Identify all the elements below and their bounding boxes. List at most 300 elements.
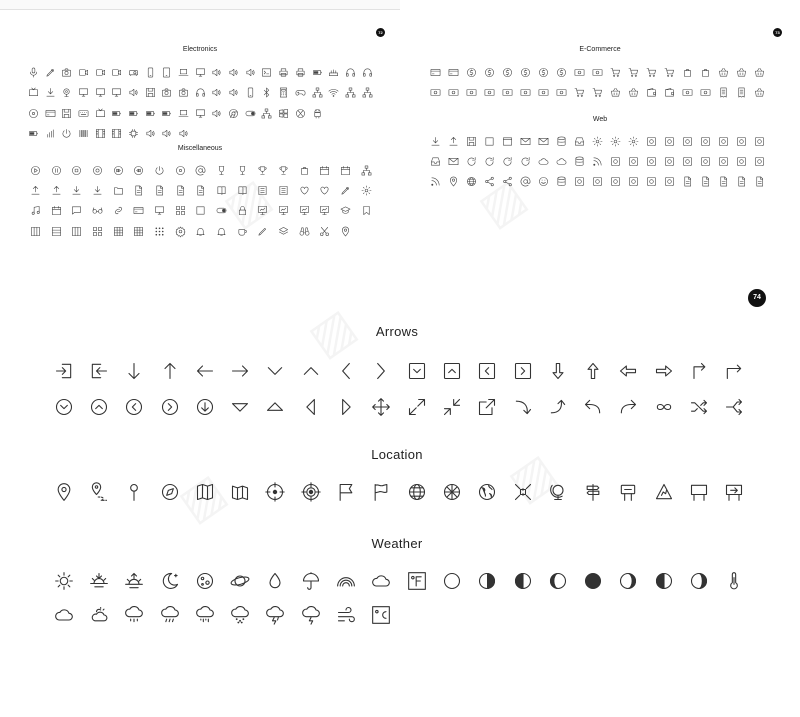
square-icon <box>480 131 498 151</box>
social-icon <box>642 151 660 171</box>
social-icon <box>606 171 624 191</box>
empty-cell <box>309 124 326 145</box>
download-icon <box>66 180 87 200</box>
empty-cell <box>325 103 342 124</box>
empty-cell <box>325 124 342 145</box>
social-icon <box>570 171 588 191</box>
tablet-icon <box>159 62 176 83</box>
money-icon <box>426 82 444 102</box>
power-icon <box>58 124 75 145</box>
camera-icon <box>58 62 75 83</box>
download-icon <box>426 131 444 151</box>
empty-cell <box>470 598 505 632</box>
empty-cell <box>575 598 610 632</box>
glass-icon <box>232 160 253 180</box>
xbox-icon <box>292 103 309 124</box>
shrink-icon <box>434 389 469 425</box>
mail-icon <box>444 151 462 171</box>
coin-icon <box>516 62 534 82</box>
speaker-icon <box>225 62 242 83</box>
phone-icon <box>242 83 259 104</box>
columns-icon <box>66 221 87 241</box>
save-icon <box>462 131 480 151</box>
wallet-icon <box>642 82 660 102</box>
section-title-web: Web <box>592 116 608 123</box>
move-icon <box>364 389 399 425</box>
map-icon <box>187 474 222 510</box>
network-icon <box>356 160 377 180</box>
card-icon <box>426 62 444 82</box>
moon-stars-icon <box>152 564 187 598</box>
chevron-up-icon <box>293 353 328 389</box>
money-icon <box>444 82 462 102</box>
network-icon <box>359 83 376 104</box>
flag-icon <box>328 474 363 510</box>
smiley-icon <box>534 171 552 191</box>
cart-icon <box>624 62 642 82</box>
glasses-icon <box>87 201 108 221</box>
grid-icon <box>87 221 108 241</box>
monitor-icon <box>108 83 125 104</box>
chevron-left-box-icon <box>470 353 505 389</box>
social-icon <box>732 131 750 151</box>
fahrenheit-icon <box>399 564 434 598</box>
rss-icon <box>426 171 444 191</box>
mail-icon <box>534 131 552 151</box>
bag-icon <box>678 62 696 82</box>
coin-icon <box>462 62 480 82</box>
speaker-icon <box>125 83 142 104</box>
cloud-snow-icon <box>222 598 257 632</box>
settings-icon <box>606 131 624 151</box>
cloud-rain-icon <box>117 598 152 632</box>
empty-cell <box>505 598 540 632</box>
keyboard-icon <box>75 103 92 124</box>
power-icon <box>149 160 170 180</box>
section-title-electronics: Electronics <box>182 46 218 53</box>
cloud-lightning-icon <box>258 598 293 632</box>
crosshair-icon <box>258 474 293 510</box>
binoculars-icon <box>294 221 315 241</box>
speaker-icon <box>175 124 192 145</box>
headphones-icon <box>342 62 359 83</box>
empty-cell <box>434 598 469 632</box>
flag-wave-icon <box>364 474 399 510</box>
windows-icon <box>275 103 292 124</box>
billboard-icon <box>681 474 716 510</box>
moon-first-quarter-icon <box>470 564 505 598</box>
cloud-icon <box>534 151 552 171</box>
laptop-icon <box>175 103 192 124</box>
logout-icon <box>81 353 116 389</box>
list-icon <box>273 180 294 200</box>
heart-icon <box>315 180 336 200</box>
social-icon <box>750 131 768 151</box>
section-title-location: Location <box>371 447 423 462</box>
arrow-up-icon <box>152 353 187 389</box>
wind-icon <box>328 598 363 632</box>
money-icon <box>480 82 498 102</box>
cap-icon <box>335 201 356 221</box>
game-icon <box>292 83 309 104</box>
empty-cell <box>399 598 434 632</box>
monitor-icon <box>192 103 209 124</box>
link-icon <box>108 201 129 221</box>
battery-icon <box>108 103 125 124</box>
refresh-icon <box>498 151 516 171</box>
present-icon <box>273 201 294 221</box>
chip-icon <box>125 124 142 145</box>
bookmark-icon <box>356 201 377 221</box>
mail-icon <box>516 131 534 151</box>
rewind-icon <box>128 160 149 180</box>
trophy-icon <box>253 160 274 180</box>
triangle-right-icon <box>328 389 363 425</box>
document-icon <box>696 171 714 191</box>
document-icon <box>732 171 750 191</box>
download-icon <box>87 180 108 200</box>
inbox-icon <box>426 151 444 171</box>
rows-icon <box>46 221 67 241</box>
empty-cell <box>359 103 376 124</box>
money-icon <box>552 82 570 102</box>
terminal-icon <box>259 62 276 83</box>
page-number-badge: 74 <box>748 289 766 307</box>
upload-icon <box>444 131 462 151</box>
refresh-icon <box>480 151 498 171</box>
phone-icon <box>142 62 159 83</box>
upload-icon <box>46 180 67 200</box>
cart-icon <box>606 62 624 82</box>
globe-earth-icon <box>470 474 505 510</box>
basket-icon <box>750 82 768 102</box>
printer-icon <box>275 62 292 83</box>
moon-waning-icon <box>611 564 646 598</box>
calendar-icon <box>46 201 67 221</box>
money-icon <box>498 82 516 102</box>
billboard-arrow-icon <box>717 474 752 510</box>
cloud-icon <box>364 564 399 598</box>
route-pin-icon <box>81 474 116 510</box>
layers-icon <box>273 221 294 241</box>
basket-icon <box>750 62 768 82</box>
at-icon <box>516 171 534 191</box>
social-icon <box>696 131 714 151</box>
music-icon <box>25 201 46 221</box>
money-icon <box>534 82 552 102</box>
pencil-icon <box>253 221 274 241</box>
shuffle-icon <box>681 389 716 425</box>
signpost-icon <box>575 474 610 510</box>
turn-right-icon <box>717 353 752 389</box>
folder-icon <box>108 180 129 200</box>
top-page-strip <box>0 0 400 10</box>
chevron-up-box-icon <box>434 353 469 389</box>
empty-cell <box>242 124 259 145</box>
camera-icon <box>159 83 176 104</box>
arrow-left-icon <box>187 353 222 389</box>
receipt-icon <box>732 82 750 102</box>
list-icon <box>253 180 274 200</box>
pen-icon <box>335 180 356 200</box>
headphones-icon <box>192 83 209 104</box>
present-icon <box>315 201 336 221</box>
triangle-up-icon <box>258 389 293 425</box>
empty-cell <box>192 124 209 145</box>
money-icon <box>462 82 480 102</box>
monitor-icon <box>149 201 170 221</box>
inbox-icon <box>570 131 588 151</box>
battery-icon <box>159 103 176 124</box>
battery-icon <box>142 103 159 124</box>
coin-icon <box>480 62 498 82</box>
film-icon <box>108 124 125 145</box>
cart-icon <box>660 62 678 82</box>
moon-crescent-icon <box>681 564 716 598</box>
document-icon <box>714 171 732 191</box>
printer-icon <box>292 62 309 83</box>
speaker-icon <box>142 124 159 145</box>
money-icon <box>570 62 588 82</box>
at-icon <box>191 160 212 180</box>
cloud-icon <box>552 151 570 171</box>
social-icon <box>606 151 624 171</box>
calendar-icon <box>315 160 336 180</box>
present-icon <box>253 201 274 221</box>
forward-icon <box>108 160 129 180</box>
trophy-icon <box>273 160 294 180</box>
chevron-down-box-icon <box>399 353 434 389</box>
disk-icon <box>142 83 159 104</box>
toggle-icon <box>211 201 232 221</box>
empty-cell <box>209 124 226 145</box>
social-icon <box>732 151 750 171</box>
globe-grid-icon <box>434 474 469 510</box>
cart-icon <box>570 82 588 102</box>
undo-icon <box>575 389 610 425</box>
moon-half-icon <box>505 564 540 598</box>
empty-cell <box>292 124 309 145</box>
settings-icon <box>624 131 642 151</box>
desk-globe-icon <box>540 474 575 510</box>
triangle-left-icon <box>293 389 328 425</box>
split-icon <box>717 389 752 425</box>
barcode-icon <box>75 124 92 145</box>
chevron-up-circle-icon <box>81 389 116 425</box>
empty-cell <box>681 598 716 632</box>
scissors-icon <box>315 221 336 241</box>
icon-grid-electronics <box>25 62 375 144</box>
empty-cell <box>259 124 276 145</box>
document-icon <box>128 180 149 200</box>
curve-down-icon <box>505 389 540 425</box>
social-icon <box>588 171 606 191</box>
gear-icon <box>170 221 191 241</box>
section-title-miscellaneous: Miscellaneous <box>177 145 223 152</box>
table-icon <box>108 221 129 241</box>
basket-icon <box>624 82 642 102</box>
cloud-showers-icon <box>187 598 222 632</box>
triangle-down-icon <box>222 389 257 425</box>
section-title-arrows: Arrows <box>375 324 419 339</box>
chrome-icon <box>225 103 242 124</box>
stop-icon <box>66 160 87 180</box>
satellite-icon <box>505 474 540 510</box>
cloud-sun-icon <box>81 598 116 632</box>
empty-cell <box>359 124 376 145</box>
social-icon <box>660 171 678 191</box>
record-icon <box>87 160 108 180</box>
arrow-right-icon <box>222 353 257 389</box>
social-icon <box>642 171 660 191</box>
headphones-icon <box>359 62 376 83</box>
network-icon <box>259 103 276 124</box>
chevron-left-circle-icon <box>117 389 152 425</box>
lock-icon <box>232 201 253 221</box>
bell-icon <box>191 221 212 241</box>
login-icon <box>46 353 81 389</box>
projector-icon <box>125 62 142 83</box>
speaker-icon <box>209 83 226 104</box>
drop-icon <box>258 564 293 598</box>
empty-cell <box>646 598 681 632</box>
bag-icon <box>294 160 315 180</box>
sunset-icon <box>81 564 116 598</box>
section-title-ecommerce: E-Commerce <box>579 46 621 53</box>
planet-icon <box>222 564 257 598</box>
social-icon <box>624 151 642 171</box>
film-icon <box>92 124 109 145</box>
globe-icon <box>399 474 434 510</box>
social-icon <box>642 131 660 151</box>
sun-icon <box>46 564 81 598</box>
upload-icon <box>25 180 46 200</box>
social-icon <box>678 151 696 171</box>
arrow-down-bold-icon <box>540 353 575 389</box>
document-icon <box>191 180 212 200</box>
loop-icon <box>646 389 681 425</box>
cloud-drizzle-icon <box>152 598 187 632</box>
expand-icon <box>399 389 434 425</box>
database-icon <box>552 171 570 191</box>
page-number-badge: 72 <box>376 28 385 37</box>
pin-icon <box>444 171 462 191</box>
settings-icon <box>588 131 606 151</box>
empty-cell <box>342 103 359 124</box>
grid-icon <box>170 201 191 221</box>
window-icon <box>498 131 516 151</box>
chat-icon <box>66 201 87 221</box>
router-icon <box>325 62 342 83</box>
map-pin-icon <box>46 474 81 510</box>
target-icon <box>293 474 328 510</box>
network-icon <box>342 83 359 104</box>
wallet-icon <box>660 82 678 102</box>
sunrise-icon <box>117 564 152 598</box>
coin-icon <box>534 62 552 82</box>
empty-cell <box>225 124 242 145</box>
cart-icon <box>588 82 606 102</box>
coin-icon <box>552 62 570 82</box>
video-icon <box>92 62 109 83</box>
monitor-icon <box>192 62 209 83</box>
document-icon <box>678 171 696 191</box>
battery-icon <box>309 62 326 83</box>
book-icon <box>232 180 253 200</box>
moon-full-icon <box>187 564 222 598</box>
cloud-icon <box>46 598 81 632</box>
settings-icon <box>356 180 377 200</box>
disk-icon <box>58 103 75 124</box>
wifi-icon <box>325 83 342 104</box>
chevron-right-box-icon <box>505 353 540 389</box>
table-icon <box>128 221 149 241</box>
moon-last-quarter-icon <box>646 564 681 598</box>
turn-up-right-icon <box>681 353 716 389</box>
icon-grid-arrows <box>46 353 752 425</box>
section-title-weather: Weather <box>371 536 423 551</box>
social-icon <box>714 151 732 171</box>
speaker-icon <box>209 103 226 124</box>
heart-icon <box>294 180 315 200</box>
cd-icon <box>170 160 191 180</box>
calculator-icon <box>275 83 292 104</box>
battery-icon <box>125 103 142 124</box>
arrow-left-bold-icon <box>611 353 646 389</box>
external-link-icon <box>470 389 505 425</box>
pushpin-icon <box>117 474 152 510</box>
road-sign-icon <box>646 474 681 510</box>
glass-icon <box>211 160 232 180</box>
network-icon <box>309 83 326 104</box>
card-icon <box>42 103 59 124</box>
bell-icon <box>211 221 232 241</box>
moon-new-icon <box>434 564 469 598</box>
moon-full-fill-icon <box>575 564 610 598</box>
icon-grid-web <box>426 131 768 191</box>
rss-icon <box>588 151 606 171</box>
chevron-right-icon <box>364 353 399 389</box>
social-icon <box>660 151 678 171</box>
book-icon <box>211 180 232 200</box>
money-icon <box>516 82 534 102</box>
android-icon <box>309 103 326 124</box>
arrow-down-circle-icon <box>187 389 222 425</box>
square-icon <box>191 201 212 221</box>
dots-icon <box>149 221 170 241</box>
empty-cell <box>275 124 292 145</box>
cloud-storm-icon <box>293 598 328 632</box>
battery-icon <box>25 124 42 145</box>
arrow-up-bold-icon <box>575 353 610 389</box>
basket-icon <box>714 62 732 82</box>
chevron-left-icon <box>328 353 363 389</box>
document-icon <box>170 180 191 200</box>
moon-gibbous-icon <box>540 564 575 598</box>
play-icon <box>25 160 46 180</box>
speaker-icon <box>209 62 226 83</box>
social-icon <box>696 151 714 171</box>
toggle-icon <box>242 103 259 124</box>
umbrella-icon <box>293 564 328 598</box>
share-icon <box>480 171 498 191</box>
monitor-icon <box>75 83 92 104</box>
cup-icon <box>232 221 253 241</box>
icon-grid-weather <box>46 564 752 632</box>
social-icon <box>750 151 768 171</box>
empty-cell <box>356 221 377 241</box>
arrow-right-bold-icon <box>646 353 681 389</box>
